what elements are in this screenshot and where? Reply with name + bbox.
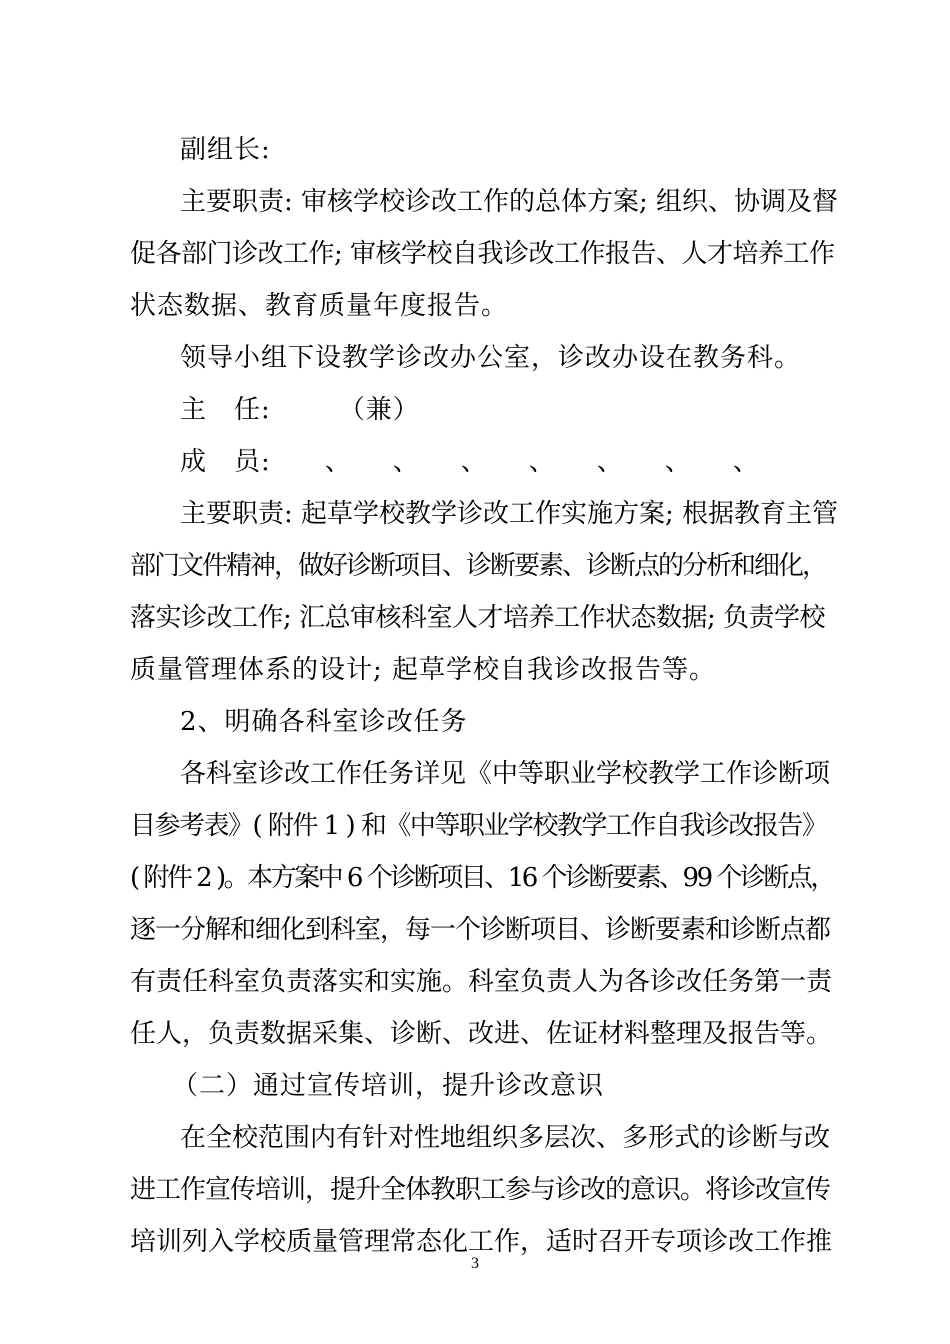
text-line-tasks-5: 有责任科室负责落实和实施。科室负责人为各诊改任务第一责 bbox=[130, 967, 833, 997]
text-line-office-duties-1: 主要职责: 起草学校教学诊改工作实施方案; 根据教育主管 bbox=[180, 499, 839, 529]
text-line-tasks-3: ( 附件 2 )。本方案中 6 个诊断项目、16 个诊断要素、99 个诊断点， bbox=[130, 863, 834, 893]
text-line-duties-2: 促各部门诊改工作; 审核学校自我诊改工作报告、人才培养工作 bbox=[130, 239, 835, 269]
text-line-tasks-6: 任人，负责数据采集、诊断、改进、佐证材料整理及报告等。 bbox=[130, 1019, 833, 1049]
page-number: 3 bbox=[471, 1255, 479, 1272]
text-line-duties-1: 主要职责: 审核学校诊改工作的总体方案; 组织、协调及督 bbox=[180, 187, 839, 217]
text-line-office-duties-4: 质量管理体系的设计; 起草学校自我诊改报告等。 bbox=[130, 655, 717, 685]
text-line-tasks-4: 逐一分解和细化到科室，每一个诊断项目、诊断要素和诊断点都 bbox=[130, 915, 831, 945]
text-line-members: 成 员: 、 、 、 、 、 、 、 bbox=[180, 447, 760, 477]
text-line-tasks-2: 目参考表》( 附件 1 ) 和《中等职业学校教学工作自我诊改报告》 bbox=[130, 811, 827, 841]
text-line-tasks-1: 各科室诊改工作任务详见《中等职业学校教学工作诊断项 bbox=[180, 759, 831, 789]
text-line-training-2: 进工作宣传培训，提升全体教职工参与诊改的意识。将诊改宣传 bbox=[130, 1175, 831, 1205]
section-heading-2: 2、明确各科室诊改任务 bbox=[180, 707, 468, 737]
text-line-office-duties-3: 落实诊改工作; 汇总审核科室人才培养工作状态数据; 负责学校 bbox=[130, 603, 826, 633]
text-line-office: 领导小组下设教学诊改办公室，诊改办设在教务科。 bbox=[180, 343, 802, 373]
section-heading-part-two: （二）通过宣传培训，提升诊改意识 bbox=[172, 1071, 605, 1101]
text-line-office-duties-2: 部门文件精神，做好诊断项目、诊断要素、诊断点的分析和细化， bbox=[130, 551, 827, 581]
text-line-training-1: 在全校范围内有针对性地组织多层次、多形式的诊断与改 bbox=[180, 1123, 831, 1153]
text-line-duties-3: 状态数据、教育质量年度报告。 bbox=[130, 291, 509, 321]
text-line-training-3: 培训列入学校质量管理常态化工作，适时召开专项诊改工作推 bbox=[130, 1227, 833, 1257]
text-line-deputy-leader: 副组长: bbox=[180, 135, 271, 165]
text-line-director: 主 任: （兼） bbox=[180, 395, 420, 425]
